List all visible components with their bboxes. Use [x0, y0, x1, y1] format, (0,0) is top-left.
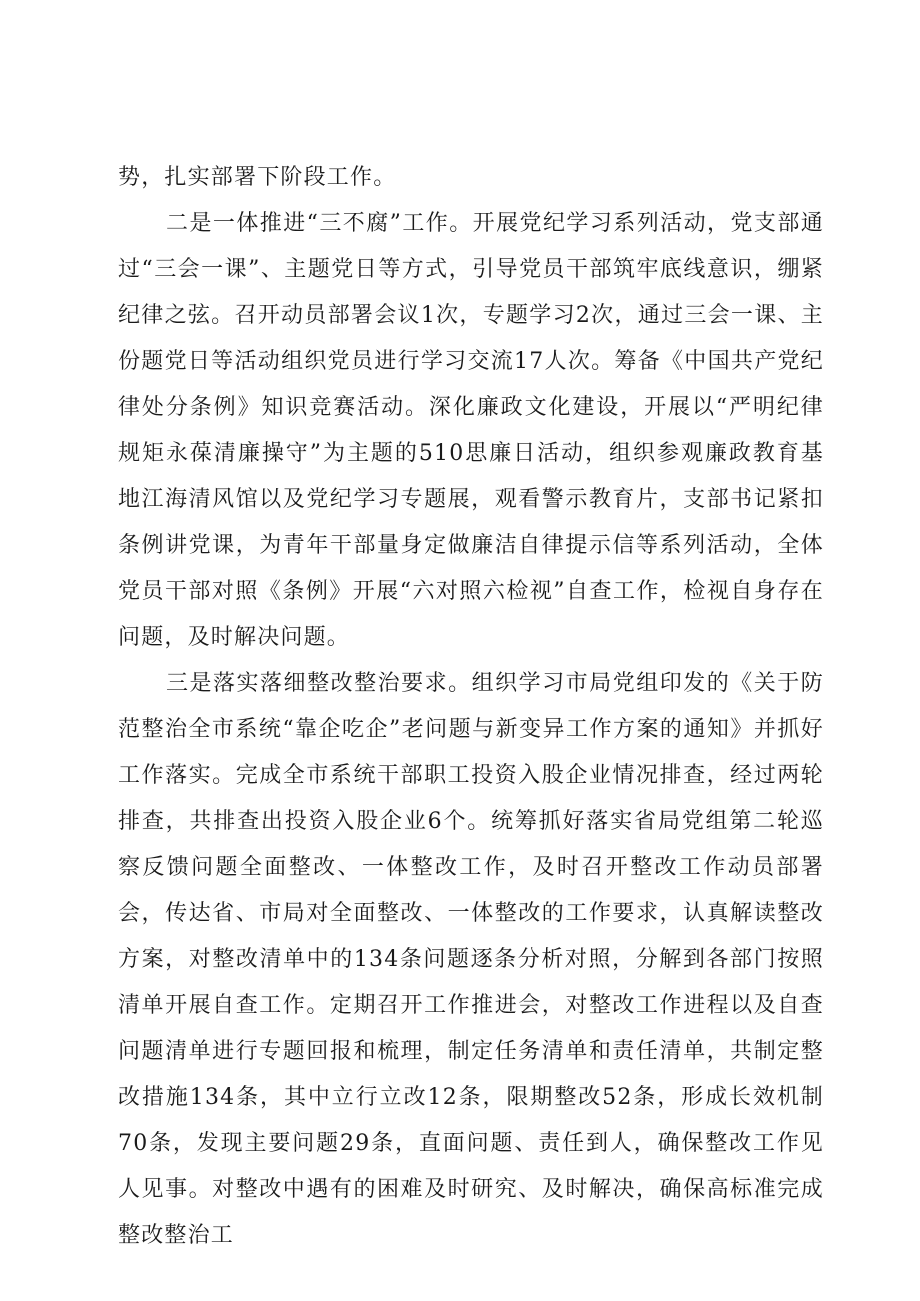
- paragraph-three-no-corruption: 二是一体推进“三不腐”工作。开展党纪学习系列活动，党支部通过“三会一课”、主题党日等方式，引导党员干部筑牢底线意识，绷紧纪律之弦。召开动员部署会议1次，专题学习2次，通过三会一课、主份题党日等活动组织党员进行学习交流17人次。筹备《中国共产党纪律处分条例》知识竞赛活动。深化廉政文化建设，开展以“严明纪律规矩永葆清廉操守”为主题的510思廉日活动，组织参观廉政教育基地江海清风馆以及党纪学习专题展，观看警示教育片，支部书记紧扣条例讲党课，为青年干部量身定做廉洁自律提示信等系列活动，全体党员干部对照《条例》开展“六对照六检视”自查工作，检视自身存在问题，及时解决问题。: [118, 211, 824, 650]
- paragraph-continuation: 势，扎实部署下阶段工作。: [118, 165, 397, 190]
- paragraph-rectification: 三是落实落细整改整治要求。组织学习市局党组印发的《关于防范整治全市系统“靠企吃企”老问题与新变异工作方案的通知》并抓好工作落实。完成全市系统干部职工投资入股企业情况排查，经过两轮排查，共排查出投资入股企业6个。统筹抓好落实省局党组第二轮巡察反馈问题全面整改、一体整改工作，及时召开整改工作动员部署会，传达省、市局对全面整改、一体整改的工作要求，认真解读整改方案，对整改清单中的134条问题逐条分析对照，分解到各部门按照清单开展自查工作。定期召开工作推进会，对整改工作进程以及自查问题清单进行专题回报和梳理，制定任务清单和责任清单，共制定整改措施134条，其中立行立改12条，限期整改52条，形成长效机制70条，发现主要问题29条，直面问题、责任到人，确保整改工作见人见事。对整改中遇有的困难及时研究、及时解决，确保高标准完成整改整治工: [118, 671, 824, 1248]
- document-body: [118, 155, 824, 1259]
